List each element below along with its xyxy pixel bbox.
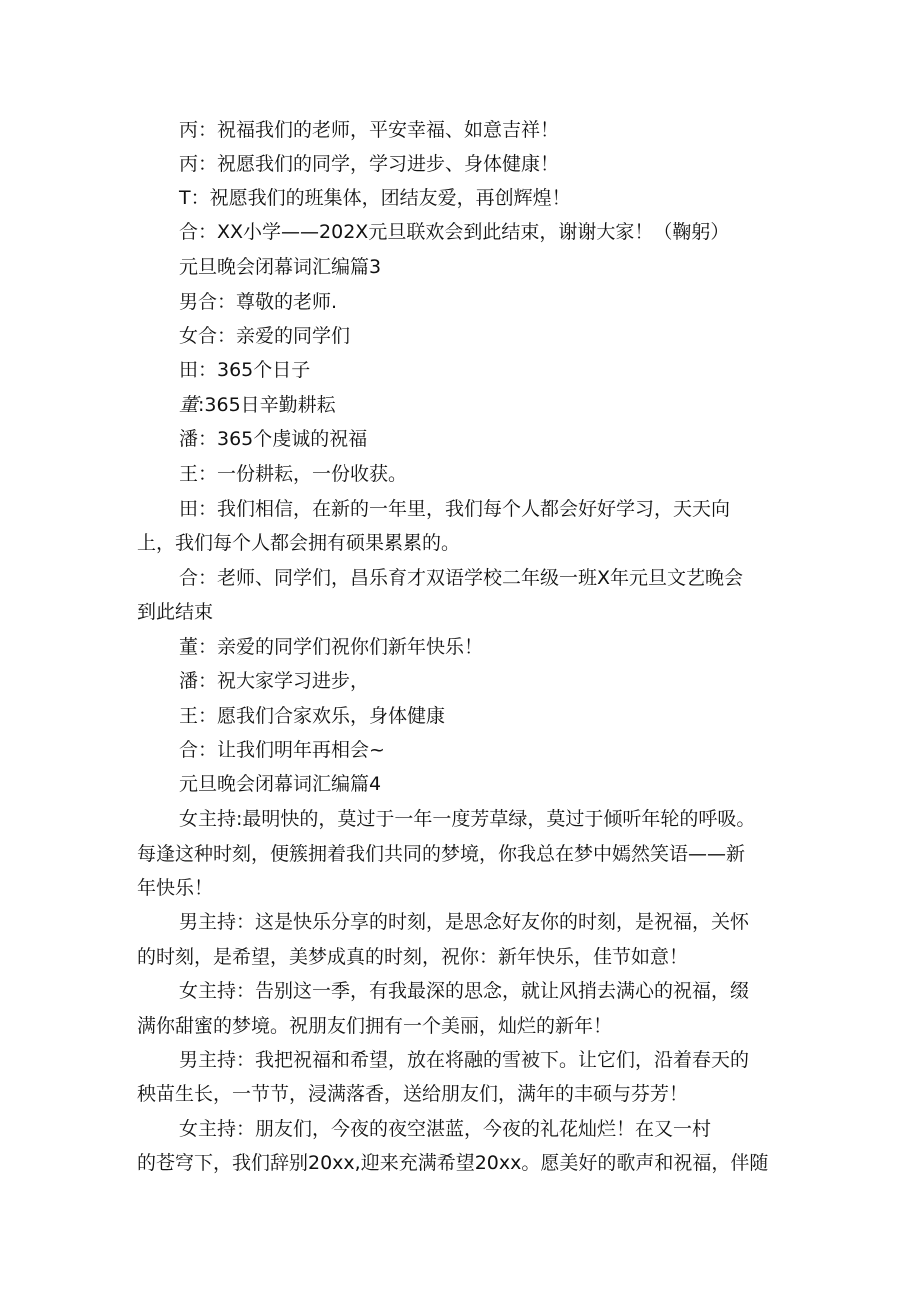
text-line: 潘：365个虔诚的祝福 (179, 428, 368, 450)
text-line: 年快乐！ (137, 877, 214, 899)
text-line: 潘：祝大家学习进步， (179, 670, 370, 692)
text-line: 合：让我们明年再相会~ (179, 739, 385, 761)
text-line: 每逢这种时刻，便簇拥着我们共同的梦境，你我总在梦中嫣然笑语——新 (137, 843, 746, 865)
text-line: 的苍穹下，我们辞别20xx,迎来充满希望20xx。愿美好的歌声和祝福，伴随 (137, 1152, 769, 1174)
text-line: 男合：尊敬的老师. (179, 291, 338, 313)
text-line: 的时刻，是希望，美梦成真的时刻，祝你：新年快乐，佳节如意！ (137, 946, 689, 968)
text-line: 女合：亲爱的同学们 (179, 325, 351, 347)
text-line: 合：老师、同学们，昌乐育才双语学校二年级一班X年元旦文艺晚会 (179, 567, 744, 589)
text-line: 男主持：我把祝福和希望，放在将融的雪被下。让它们，沿着春天的 (179, 1049, 750, 1071)
text-line: 王：一份耕耘，一份收获。 (179, 463, 408, 485)
text-line: 丙：祝福我们的老师，平安幸福、如意吉祥！ (179, 119, 560, 141)
text-line: 董：亲爱的同学们祝你们新年快乐！ (179, 636, 484, 658)
text-line: 女主持：告别这一季，有我最深的思念，就让风捎去满心的祝福，缀 (179, 980, 750, 1002)
text-line: 满你甜蜜的梦境。祝朋友们拥有一个美丽，灿烂的新年！ (137, 1015, 613, 1037)
text-line: 女主持：朋友们，今夜的夜空湛蓝，今夜的礼花灿烂！在又一村 (179, 1118, 712, 1140)
speaker-label: 董 (179, 394, 199, 416)
section-heading: 元旦晚会闭幕词汇编篇4 (179, 773, 382, 795)
text-line: 到此结束 (137, 601, 214, 623)
text-line: 秧苗生长，一节节，浸满落香，送给朋友们，满年的丰硕与芬芳！ (137, 1083, 689, 1105)
text-line (0, 392, 336, 418)
line-body: :365日辛勤耕耘 (198, 394, 336, 416)
text-line: 田：365个日子 (179, 359, 311, 381)
text-line: 丙：祝愿我们的同学，学习进步、身体健康！ (179, 153, 560, 175)
text-line: 女主持:最明快的，莫过于一年一度芳草绿，莫过于倾听年轮的呼吸。 (179, 808, 756, 830)
text-line: 合：XX小学——202X元旦联欢会到此结束，谢谢大家！（鞠躬） (179, 221, 730, 243)
text-line: T：祝愿我们的班集体，团结友爱，再创辉煌！ (179, 187, 571, 209)
section-heading: 元旦晚会闭幕词汇编篇3 (179, 256, 382, 278)
text-line: 男主持：这是快乐分享的时刻，是思念好友你的时刻，是祝福，关怀 (179, 911, 750, 933)
text-line: 王：愿我们合家欢乐，身体健康 (179, 705, 446, 727)
text-line: 上，我们每个人都会拥有硕果累累的。 (137, 532, 461, 554)
text-line: 田：我们相信，在新的一年里，我们每个人都会好好学习，天天向 (179, 498, 731, 520)
